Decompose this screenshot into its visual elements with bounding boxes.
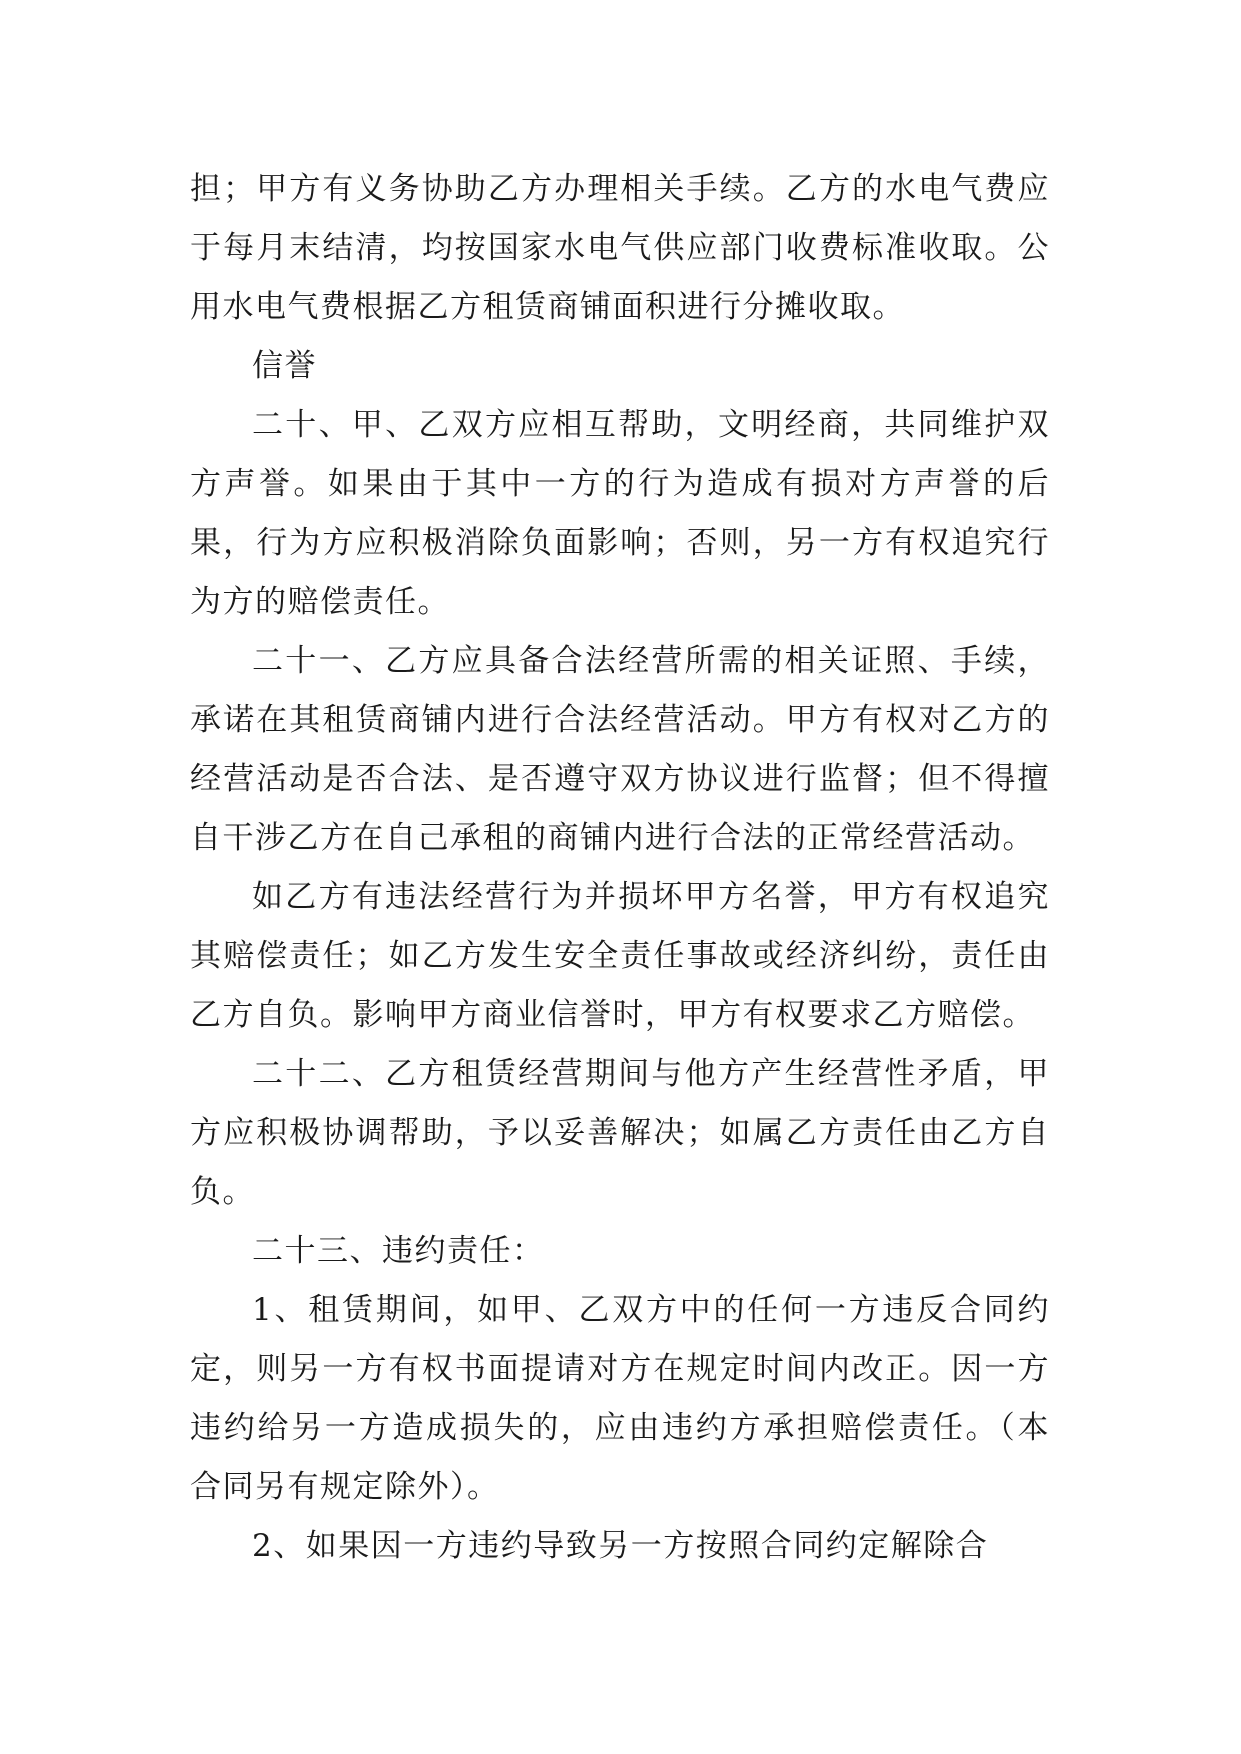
clause-21-supplement: 如乙方有违法经营行为并损坏甲方名誉，甲方有权追究其赔偿责任；如乙方发生安全责任事故或经济纠纷，责任由乙方自负。影响甲方商业信誉时，甲方有权要求乙方赔偿。 bbox=[190, 879, 1050, 1033]
clause-23-item-2: 2、如果因一方违约导致另一方按照合同约定解除合 bbox=[252, 1528, 989, 1564]
clause-23-item-1: 1、租赁期间，如甲、乙双方中的任何一方违反合同约定，则另一方有权书面提请对方在规定时间内改正。因一方违约给另一方造成损失的，应由违约方承担赔偿责任。（本合同另有规定除外）。 bbox=[190, 1292, 1050, 1505]
document-body bbox=[190, 160, 1050, 1576]
clause-23-heading: 二十三、违约责任： bbox=[252, 1233, 545, 1269]
clause-21: 二十一、乙方应具备合法经营所需的相关证照、手续，承诺在其租赁商铺内进行合法经营活动。甲方有权对乙方的经营活动是否合法、是否遵守双方协议进行监督；但不得擅自干涉乙方在自己承租的商铺内进行合法的正常经营活动。 bbox=[190, 643, 1050, 856]
clause-20: 二十、甲、乙双方应相互帮助，文明经商，共同维护双方声誉。如果由于其中一方的行为造成有损对方声誉的后果，行为方应积极消除负面影响；否则，另一方有权追究行为方的赔偿责任。 bbox=[190, 407, 1050, 620]
paragraph-continuation: 担；甲方有义务协助乙方办理相关手续。乙方的水电气费应于每月末结清，均按国家水电气供应部门收费标准收取。公用水电气费根据乙方租赁商铺面积进行分摊收取。 bbox=[190, 171, 1050, 325]
clause-22: 二十二、乙方租赁经营期间与他方产生经营性矛盾，甲方应积极协调帮助，予以妥善解决；如属乙方责任由乙方自负。 bbox=[190, 1056, 1050, 1210]
section-heading-reputation: 信誉 bbox=[252, 348, 317, 384]
